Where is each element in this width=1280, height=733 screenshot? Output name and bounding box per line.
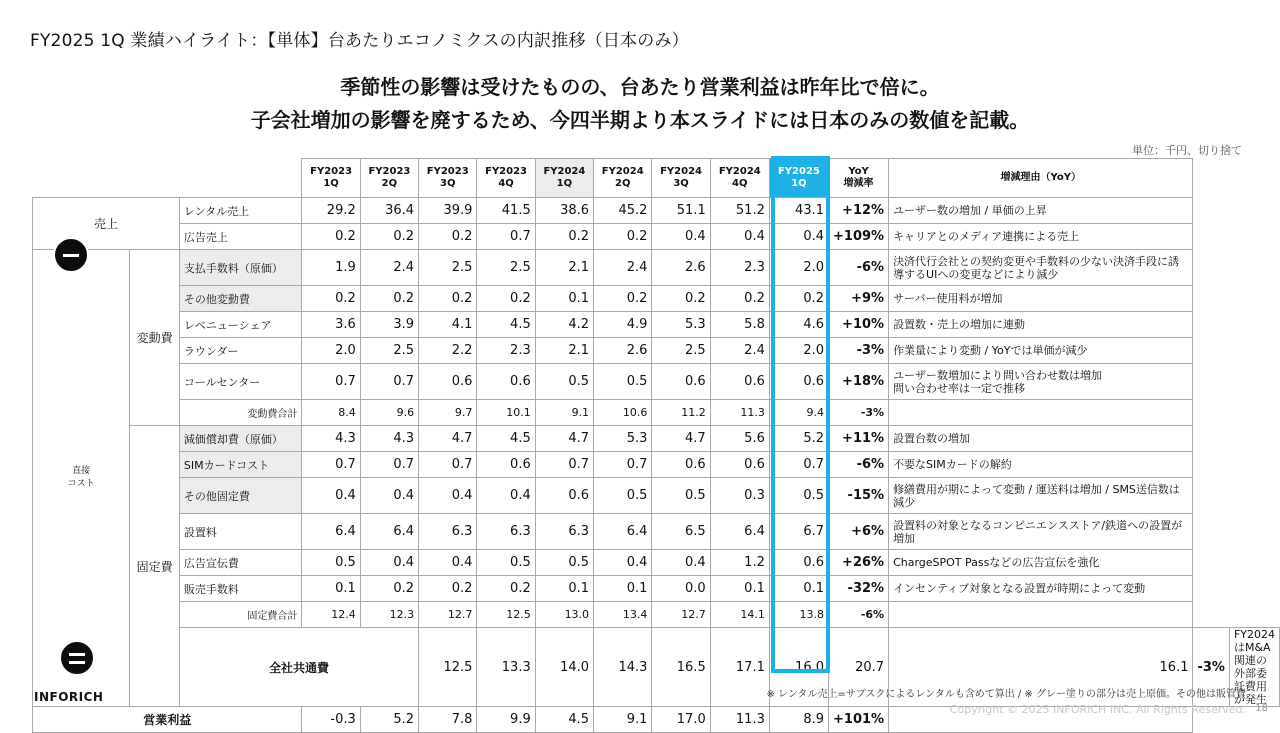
row-advertising bbox=[33, 550, 1280, 576]
cell: 2.3 bbox=[710, 250, 769, 286]
cell: 0.2 bbox=[302, 286, 360, 312]
cell: 0.7 bbox=[360, 364, 418, 400]
reason-cell: 設置数・売上の増加に連動 bbox=[889, 312, 1193, 338]
cell: 0.6 bbox=[477, 452, 535, 478]
cell: 8.4 bbox=[302, 400, 360, 426]
row-label: レベニューシェア bbox=[179, 312, 302, 338]
cell: 2.5 bbox=[477, 250, 535, 286]
headline-line-1: 季節性の影響は受けたものの、台あたり営業利益は昨年比で倍に。 bbox=[340, 75, 940, 99]
cell: 9.6 bbox=[360, 400, 418, 426]
cell: 4.7 bbox=[535, 426, 593, 452]
cell-fy2025: 0.4 bbox=[769, 224, 828, 250]
yoy-cell: +101% bbox=[829, 707, 889, 733]
cell: 6.3 bbox=[535, 514, 593, 550]
cell: 4.7 bbox=[419, 426, 477, 452]
cell: 0.2 bbox=[419, 224, 477, 250]
cell: 0.7 bbox=[419, 452, 477, 478]
cell: 0.2 bbox=[302, 224, 360, 250]
row-other-fixed bbox=[33, 478, 1280, 514]
col-fy2023-3q: FY2023 3Q bbox=[419, 159, 477, 198]
row-install-fee bbox=[33, 514, 1280, 550]
cell: 1.9 bbox=[302, 250, 360, 286]
copyright: Copyright © 2025 INFORICH INC. All Rights Reserved. bbox=[949, 703, 1246, 716]
cell: 2.5 bbox=[652, 338, 710, 364]
cell: 0.1 bbox=[535, 576, 593, 602]
cell: 0.4 bbox=[360, 550, 418, 576]
cell: 12.7 bbox=[419, 602, 477, 628]
cell: 0.2 bbox=[419, 286, 477, 312]
cell: 0.1 bbox=[594, 576, 652, 602]
cell: 51.2 bbox=[710, 198, 769, 224]
cell: 0.2 bbox=[419, 576, 477, 602]
cell: 13.4 bbox=[594, 602, 652, 628]
reason-cell: 作業量により変動 / YoYでは単価が減少 bbox=[889, 338, 1193, 364]
cell: 0.7 bbox=[535, 452, 593, 478]
cell: 0.7 bbox=[302, 364, 360, 400]
cell: 2.5 bbox=[419, 250, 477, 286]
cell-fy2025: 8.9 bbox=[769, 707, 828, 733]
cell: 10.1 bbox=[477, 400, 535, 426]
cell: 11.3 bbox=[710, 400, 769, 426]
cell: 6.3 bbox=[477, 514, 535, 550]
cell: 5.2 bbox=[360, 707, 418, 733]
cell: 5.3 bbox=[594, 426, 652, 452]
cell: 0.5 bbox=[594, 478, 652, 514]
cell: 11.2 bbox=[652, 400, 710, 426]
reason-cell bbox=[889, 602, 1193, 628]
cell: 5.8 bbox=[710, 312, 769, 338]
col-fy2024-2q: FY2024 2Q bbox=[594, 159, 652, 198]
cell: 0.4 bbox=[594, 550, 652, 576]
col-fy2024-3q: FY2024 3Q bbox=[652, 159, 710, 198]
minus-icon bbox=[53, 237, 89, 273]
cell: 3.9 bbox=[360, 312, 418, 338]
category-variable-cost: 変動費 bbox=[130, 250, 180, 426]
cell: 12.3 bbox=[360, 602, 418, 628]
cell: 4.3 bbox=[302, 426, 360, 452]
yoy-cell: -3% bbox=[829, 400, 889, 426]
reason-cell: ユーザー数増加により問い合わせ数は増加 問い合わせ率は一定で推移 bbox=[889, 364, 1193, 400]
reason-cell: ChargeSPOT Passなどの広告宣伝を強化 bbox=[889, 550, 1193, 576]
row-label: 営業利益 bbox=[33, 707, 302, 733]
cell: 0.4 bbox=[419, 550, 477, 576]
cell: 0.7 bbox=[477, 224, 535, 250]
cell: 13.3 bbox=[477, 628, 535, 707]
row-label: その他固定費 bbox=[179, 478, 302, 514]
row-fixed-total bbox=[33, 602, 1280, 628]
cell: 0.1 bbox=[535, 286, 593, 312]
slide-title: FY2025 1Q 業績ハイライト：【単体】台あたりエコノミクスの内訳推移（日本のみ） bbox=[30, 31, 689, 51]
cell: 0.2 bbox=[477, 576, 535, 602]
unit-economics-table bbox=[32, 158, 1280, 733]
cell: 0.6 bbox=[710, 364, 769, 400]
cell: 0.2 bbox=[535, 224, 593, 250]
cell: 36.4 bbox=[360, 198, 418, 224]
col-fy2023-2q: FY2023 2Q bbox=[360, 159, 418, 198]
reason-cell: インセンティブ対象となる設置が時期によって変動 bbox=[889, 576, 1193, 602]
yoy-cell: -3% bbox=[829, 338, 889, 364]
cell: 2.4 bbox=[710, 338, 769, 364]
cell: 16.0 bbox=[769, 628, 828, 707]
cell: 45.2 bbox=[594, 198, 652, 224]
row-sales-commission bbox=[33, 576, 1280, 602]
row-sim-cost bbox=[33, 452, 1280, 478]
cell: 6.3 bbox=[419, 514, 477, 550]
reason-cell: サーバー使用料が増加 bbox=[889, 286, 1193, 312]
cell: 12.5 bbox=[419, 628, 477, 707]
cell: 2.5 bbox=[360, 338, 418, 364]
header-row bbox=[33, 159, 1280, 198]
cell-fy2025: 2.0 bbox=[769, 250, 828, 286]
col-fy2024-4q: FY2024 4Q bbox=[710, 159, 769, 198]
yoy-cell: -32% bbox=[829, 576, 889, 602]
col-fy2023-1q: FY2023 1Q bbox=[302, 159, 360, 198]
cell: 6.5 bbox=[652, 514, 710, 550]
cell: 0.4 bbox=[360, 478, 418, 514]
row-label: 固定費合計 bbox=[179, 602, 302, 628]
cell: 0.4 bbox=[477, 478, 535, 514]
cell: 6.4 bbox=[360, 514, 418, 550]
row-other-variable bbox=[33, 286, 1280, 312]
cell: 0.2 bbox=[360, 576, 418, 602]
cell: -0.3 bbox=[302, 707, 360, 733]
cell: 2.4 bbox=[360, 250, 418, 286]
row-call-center bbox=[33, 364, 1280, 400]
page-number: 18 bbox=[1255, 703, 1268, 714]
cell: 0.4 bbox=[652, 550, 710, 576]
row-label: 広告売上 bbox=[179, 224, 302, 250]
cell-fy2025: 16.1 bbox=[889, 628, 1193, 707]
cell: 6.4 bbox=[594, 514, 652, 550]
cell: 4.1 bbox=[419, 312, 477, 338]
cell: 20.7 bbox=[829, 628, 889, 707]
cell-fy2025: 9.4 bbox=[769, 400, 828, 426]
row-rounder bbox=[33, 338, 1280, 364]
row-label: ラウンダー bbox=[179, 338, 302, 364]
cell: 2.0 bbox=[302, 338, 360, 364]
cell: 9.9 bbox=[477, 707, 535, 733]
cell: 0.6 bbox=[652, 364, 710, 400]
cell: 2.6 bbox=[594, 338, 652, 364]
cell: 0.2 bbox=[710, 286, 769, 312]
cell: 12.7 bbox=[652, 602, 710, 628]
reason-cell: 不要なSIMカードの解約 bbox=[889, 452, 1193, 478]
reason-cell: 設置料の対象となるコンビニエンスストア/鉄道への設置が増加 bbox=[889, 514, 1193, 550]
cell: 0.5 bbox=[302, 550, 360, 576]
cell: 0.1 bbox=[302, 576, 360, 602]
col-yoy: YoY 増減率 bbox=[829, 159, 889, 198]
row-label: 広告宣伝費 bbox=[179, 550, 302, 576]
category-direct-cost: 直接 コスト bbox=[33, 250, 130, 707]
cell: 11.3 bbox=[710, 707, 769, 733]
headline bbox=[0, 71, 1280, 137]
cell-fy2025: 0.6 bbox=[769, 550, 828, 576]
reason-cell: ユーザー数の増加 / 単価の上昇 bbox=[889, 198, 1193, 224]
cell: 0.7 bbox=[302, 452, 360, 478]
cell-fy2025: 43.1 bbox=[769, 198, 828, 224]
row-rental-sales bbox=[33, 198, 1280, 224]
cell: 0.4 bbox=[419, 478, 477, 514]
row-label: 変動費合計 bbox=[179, 400, 302, 426]
cell-fy2025: 0.7 bbox=[769, 452, 828, 478]
cell: 0.6 bbox=[652, 452, 710, 478]
unit-note: 単位：千円、切り捨て bbox=[1132, 144, 1242, 157]
col-reason: 増減理由（YoY） bbox=[889, 159, 1193, 198]
cell: 0.4 bbox=[652, 224, 710, 250]
row-label: 全社共通費 bbox=[179, 628, 418, 707]
row-label: 支払手数料（原価） bbox=[179, 250, 302, 286]
cell: 0.2 bbox=[594, 286, 652, 312]
cell: 5.3 bbox=[652, 312, 710, 338]
cell: 38.6 bbox=[535, 198, 593, 224]
cell: 2.1 bbox=[535, 338, 593, 364]
yoy-cell: +12% bbox=[829, 198, 889, 224]
row-depreciation bbox=[33, 426, 1280, 452]
yoy-cell: +6% bbox=[829, 514, 889, 550]
cell: 9.7 bbox=[419, 400, 477, 426]
cell: 0.1 bbox=[710, 576, 769, 602]
yoy-cell: +18% bbox=[829, 364, 889, 400]
equals-icon bbox=[59, 640, 95, 676]
cell: 10.6 bbox=[594, 400, 652, 426]
cell: 9.1 bbox=[594, 707, 652, 733]
cell: 0.2 bbox=[477, 286, 535, 312]
cell: 13.0 bbox=[535, 602, 593, 628]
cell: 41.5 bbox=[477, 198, 535, 224]
cell: 0.5 bbox=[652, 478, 710, 514]
cell: 2.6 bbox=[652, 250, 710, 286]
cell: 9.1 bbox=[535, 400, 593, 426]
headline-line-2: 子会社増加の影響を廃するため、今四半期より本スライドには日本のみの数値を記載。 bbox=[250, 108, 1030, 132]
reason-cell: FY2024はM&A関連の外部委託費用が発生 bbox=[1229, 628, 1279, 707]
cell: 16.5 bbox=[652, 628, 710, 707]
yoy-cell: +9% bbox=[829, 286, 889, 312]
cell: 17.1 bbox=[710, 628, 769, 707]
row-variable-total bbox=[33, 400, 1280, 426]
footnote: ※ レンタル売上=サブスクによるレンタルも含めて算出 / ※ グレー塗りの部分は売上原価。その他は販管費 bbox=[766, 689, 1246, 700]
reason-cell: 決済代行会社との契約変更や手数料の少ない決済手段に誘導するUIへの変更などにより減少 bbox=[889, 250, 1193, 286]
cell-fy2025: 0.1 bbox=[769, 576, 828, 602]
cell: 6.4 bbox=[302, 514, 360, 550]
row-label: コールセンター bbox=[179, 364, 302, 400]
cell: 0.6 bbox=[710, 452, 769, 478]
cell-fy2025: 5.2 bbox=[769, 426, 828, 452]
cell: 1.2 bbox=[710, 550, 769, 576]
yoy-cell: +26% bbox=[829, 550, 889, 576]
cell: 14.1 bbox=[710, 602, 769, 628]
yoy-cell: +10% bbox=[829, 312, 889, 338]
cell: 2.3 bbox=[477, 338, 535, 364]
reason-cell bbox=[889, 400, 1193, 426]
cell-fy2025: 0.5 bbox=[769, 478, 828, 514]
cell: 0.5 bbox=[535, 364, 593, 400]
cell: 0.2 bbox=[594, 224, 652, 250]
category-sales: 売上 bbox=[33, 198, 180, 250]
cell: 2.2 bbox=[419, 338, 477, 364]
row-label: 販売手数料 bbox=[179, 576, 302, 602]
row-ad-sales bbox=[33, 224, 1280, 250]
cell: 0.2 bbox=[652, 286, 710, 312]
row-label: SIMカードコスト bbox=[179, 452, 302, 478]
cell: 0.2 bbox=[360, 224, 418, 250]
inforich-logo: INFORICH bbox=[34, 690, 104, 704]
cell: 0.2 bbox=[360, 286, 418, 312]
yoy-cell: -6% bbox=[829, 452, 889, 478]
header-blank bbox=[33, 159, 302, 198]
cell: 0.7 bbox=[360, 452, 418, 478]
reason-cell: 修繕費用が期によって変動 / 運送料は増加 / SMS送信数は減少 bbox=[889, 478, 1193, 514]
cell: 4.7 bbox=[652, 426, 710, 452]
cell: 4.5 bbox=[477, 312, 535, 338]
cell: 4.5 bbox=[477, 426, 535, 452]
row-label: 設置料 bbox=[179, 514, 302, 550]
cell: 0.4 bbox=[302, 478, 360, 514]
cell: 0.5 bbox=[477, 550, 535, 576]
cell: 0.5 bbox=[535, 550, 593, 576]
col-fy2023-4q: FY2023 4Q bbox=[477, 159, 535, 198]
cell: 0.6 bbox=[419, 364, 477, 400]
row-payment-fee bbox=[33, 250, 1280, 286]
row-label: レンタル売上 bbox=[179, 198, 302, 224]
cell: 51.1 bbox=[652, 198, 710, 224]
col-fy2024-1q: FY2024 1Q bbox=[535, 159, 593, 198]
row-label: その他変動費 bbox=[179, 286, 302, 312]
yoy-cell: -15% bbox=[829, 478, 889, 514]
cell: 0.7 bbox=[594, 452, 652, 478]
yoy-cell: +11% bbox=[829, 426, 889, 452]
cell: 14.0 bbox=[535, 628, 593, 707]
cell: 14.3 bbox=[594, 628, 652, 707]
cell-fy2025: 4.6 bbox=[769, 312, 828, 338]
cell-fy2025: 2.0 bbox=[769, 338, 828, 364]
row-label: 減価償却費（原価） bbox=[179, 426, 302, 452]
cell: 12.4 bbox=[302, 602, 360, 628]
cell: 7.8 bbox=[419, 707, 477, 733]
cell: 39.9 bbox=[419, 198, 477, 224]
reason-cell: 設置台数の増加 bbox=[889, 426, 1193, 452]
yoy-cell: +109% bbox=[829, 224, 889, 250]
yoy-cell: -6% bbox=[829, 250, 889, 286]
reason-cell: キャリアとのメディア連携による売上 bbox=[889, 224, 1193, 250]
cell: 4.3 bbox=[360, 426, 418, 452]
cell: 4.9 bbox=[594, 312, 652, 338]
cell: 6.4 bbox=[710, 514, 769, 550]
cell: 29.2 bbox=[302, 198, 360, 224]
cell: 5.6 bbox=[710, 426, 769, 452]
yoy-cell: -6% bbox=[829, 602, 889, 628]
cell: 0.3 bbox=[710, 478, 769, 514]
category-fixed-cost: 固定費 bbox=[130, 426, 180, 707]
cell: 3.6 bbox=[302, 312, 360, 338]
row-revenue-share bbox=[33, 312, 1280, 338]
cell: 0.5 bbox=[594, 364, 652, 400]
cell: 4.2 bbox=[535, 312, 593, 338]
cell-fy2025: 13.8 bbox=[769, 602, 828, 628]
cell: 0.0 bbox=[652, 576, 710, 602]
yoy-cell: -3% bbox=[1193, 628, 1229, 707]
cell: 2.4 bbox=[594, 250, 652, 286]
cell-fy2025: 0.2 bbox=[769, 286, 828, 312]
col-fy2025-1q: FY2025 1Q bbox=[769, 159, 828, 198]
cell-fy2025: 0.6 bbox=[769, 364, 828, 400]
cell: 0.6 bbox=[535, 478, 593, 514]
cell: 0.4 bbox=[710, 224, 769, 250]
cell-fy2025: 6.7 bbox=[769, 514, 828, 550]
cell: 0.6 bbox=[477, 364, 535, 400]
cell: 2.1 bbox=[535, 250, 593, 286]
cell: 12.5 bbox=[477, 602, 535, 628]
cell: 4.5 bbox=[535, 707, 593, 733]
cell: 17.0 bbox=[652, 707, 710, 733]
